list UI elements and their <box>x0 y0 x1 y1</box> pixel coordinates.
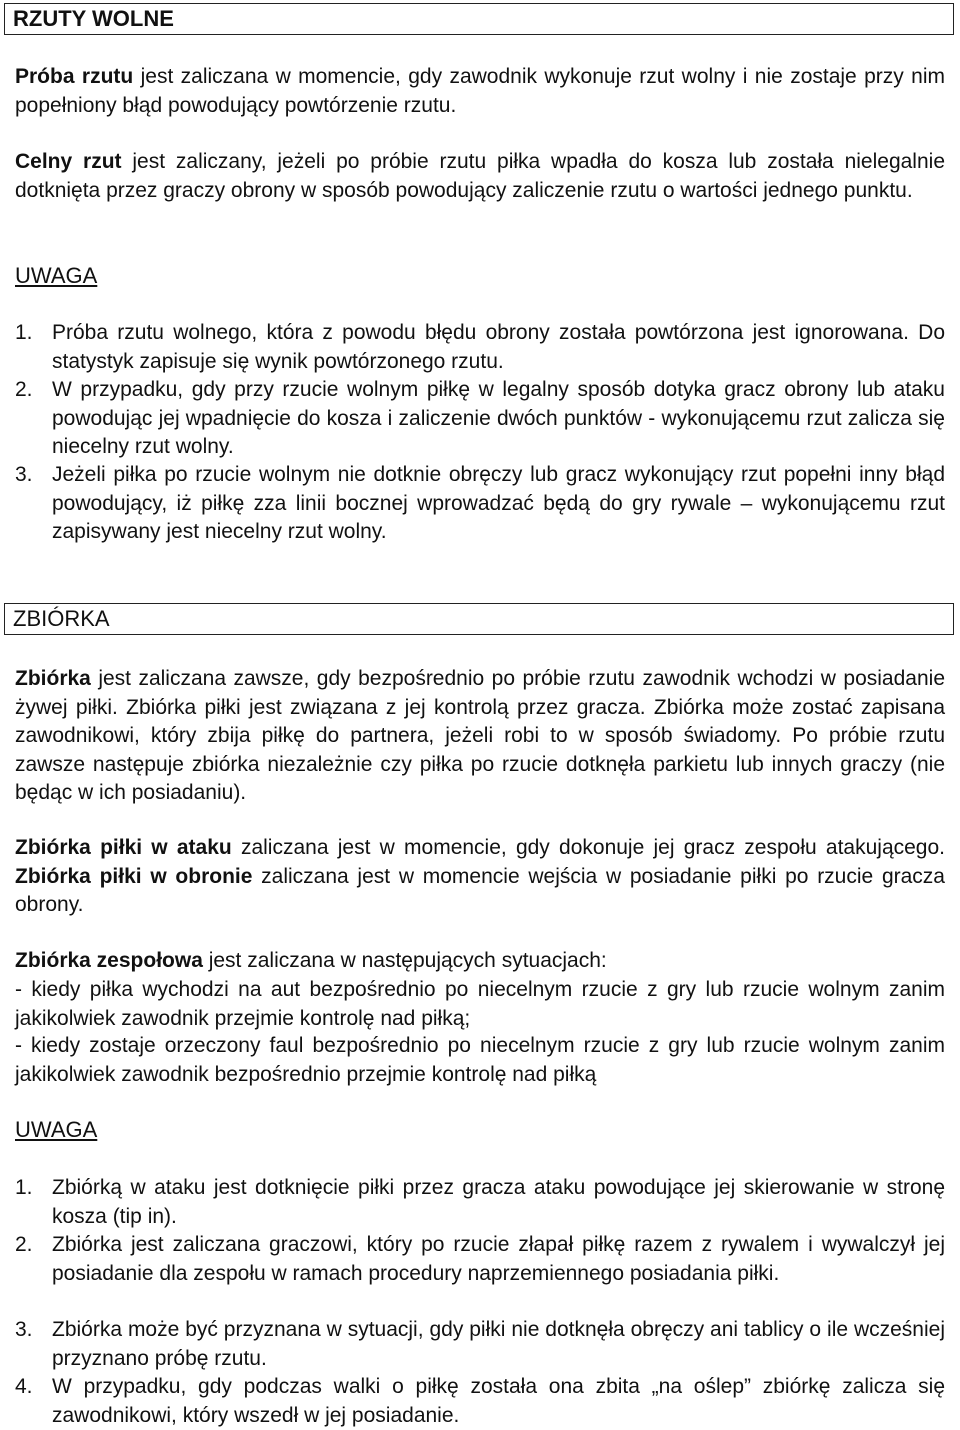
dash-item: - kiedy zostaje orzeczony faul bezpośrednio po niecelnym rzucie z gry lub rzucie wolnym zanim jakikolwiek zawodnik bezpośrednio przejmie kontrolę nad piłką <box>15 1034 945 1086</box>
list-text: W przypadku, gdy podczas walki o piłkę została ona zbita „na oślep” zbiórkę zalicza się zawodnikowi, który wszedł w jej posiadanie. <box>52 1375 945 1427</box>
paragraph-zbiorka <box>15 665 945 808</box>
paragraph-text: zaliczana jest w momencie wejścia w posiadanie piłki po rzucie gracza obrony. <box>15 864 945 916</box>
paragraph-text: zaliczana jest w momencie, gdy dokonuje jej gracz zespołu atakującego. <box>231 836 946 859</box>
list-text: Zbiórką w ataku jest dotknięcie piłki przez gracza ataku powodujące jej skierowanie w stronę kosza (tip in). <box>52 1176 945 1228</box>
paragraph-text: jest zaliczana w momencie, gdy zawodnik wykonuje rzut wolny i nie zostaje przy nim popełniony błąd powodujący powtórzenie rzutu. <box>15 65 945 117</box>
list-number: 2. <box>15 1233 33 1256</box>
section-heading-zbiorka: ZBIÓRKA <box>4 603 954 635</box>
section-heading-rzuty-wolne: RZUTY WOLNE <box>4 3 954 35</box>
list-text: Zbiórka może być przyznana w sytuacji, gdy piłki nie dotknęła obręczy ani tablicy o ile wcześniej przyznano próbę rzutu. <box>52 1318 945 1370</box>
list-item <box>15 1316 945 1373</box>
term-zbiorka: Zbiórka <box>15 667 91 690</box>
list-item <box>15 376 945 462</box>
paragraph-celny-rzut <box>15 148 945 205</box>
paragraph-proba-rzutu <box>15 63 945 120</box>
list-item <box>15 1373 945 1430</box>
term-zbiorka-obrona: Zbiórka piłki w obronie <box>15 864 253 888</box>
term-celny-rzut: Celny rzut <box>15 150 122 173</box>
term-zbiorka-atak: Zbiórka piłki w ataku <box>15 836 232 859</box>
note-heading: UWAGA <box>15 263 98 288</box>
list-item <box>15 1174 945 1231</box>
list-number: 2. <box>15 378 33 401</box>
list-number: 3. <box>15 1318 33 1341</box>
note-heading: UWAGA <box>15 1117 98 1142</box>
list-number: 1. <box>15 321 33 344</box>
list-text: Próba rzutu wolnego, która z powodu błędu obrony została powtórzona jest ignorowana. Do statystyk zapisuje się wynik powtórzonego rzutu. <box>52 321 945 373</box>
paragraph-text: jest zaliczana zawsze, gdy bezpośrednio po próbie rzutu zawodnik wchodzi w posiadanie żywej piłki. Zbiórka piłki jest związana z jej kontrolą przez gracza. Zbiórka może zostać zapisana zawodnikowi, który zbija piłkę do partnera, jeżeli robi to w sposób świadomy. Po próbie rzutu zawsze następuje zbiórka niezależnie czy piłka po rzucie dotknęła parkietu lub innych graczy (nie będąc w ich posiadaniu). <box>15 667 945 804</box>
list-text: W przypadku, gdy przy rzucie wolnym piłkę w legalny sposób dotyka gracz obrony lub ataku powodując jej wpadnięcie do kosza i zaliczenie dwóch punktów - wykonującemu rzut zalicza się niecelny rzut wolny. <box>52 378 945 458</box>
list-number: 1. <box>15 1176 33 1199</box>
list-text: Zbiórka jest zaliczana graczowi, który po rzucie złapał piłkę razem z rywalem i wywalczył jej posiadanie dla zespołu w ramach procedury naprzemiennego posiadania piłki. <box>52 1233 945 1285</box>
term-proba-rzutu: Próba rzutu <box>15 65 134 88</box>
list-item <box>15 319 945 376</box>
list-number: 3. <box>15 463 33 486</box>
dash-item: - kiedy piłka wychodzi na aut bezpośrednio po niecelnym rzucie z gry lub rzucie wolnym zanim jakikolwiek zawodnik przejmie kontrolę nad piłką; <box>15 978 945 1030</box>
list-number: 4. <box>15 1375 33 1398</box>
list-text: Jeżeli piłka po rzucie wolnym nie dotknie obręczy lub gracz wykonujący rzut popełni inny błąd powodujący, iż piłkę zza linii bocznej wprowadzać będą do gry rywale – wykonującemu rzut zapisywany jest niecelny rzut wolny. <box>52 463 945 543</box>
paragraph-text: jest zaliczana w następujących sytuacjach: <box>202 949 607 972</box>
list-item <box>15 461 945 547</box>
paragraph-zbiorka-atak-obrona <box>15 834 945 920</box>
paragraph-text: jest zaliczany, jeżeli po próbie rzutu piłka wpadła do kosza lub została nielegalnie dotknięta przez graczy obrony w sposób powodujący zaliczenie rzutu o wartości jednego punktu. <box>15 150 945 202</box>
term-zbiorka-zespolowa: Zbiórka zespołowa <box>15 949 203 972</box>
paragraph-zbiorka-zespolowa <box>15 947 945 976</box>
list-item <box>15 1231 945 1288</box>
